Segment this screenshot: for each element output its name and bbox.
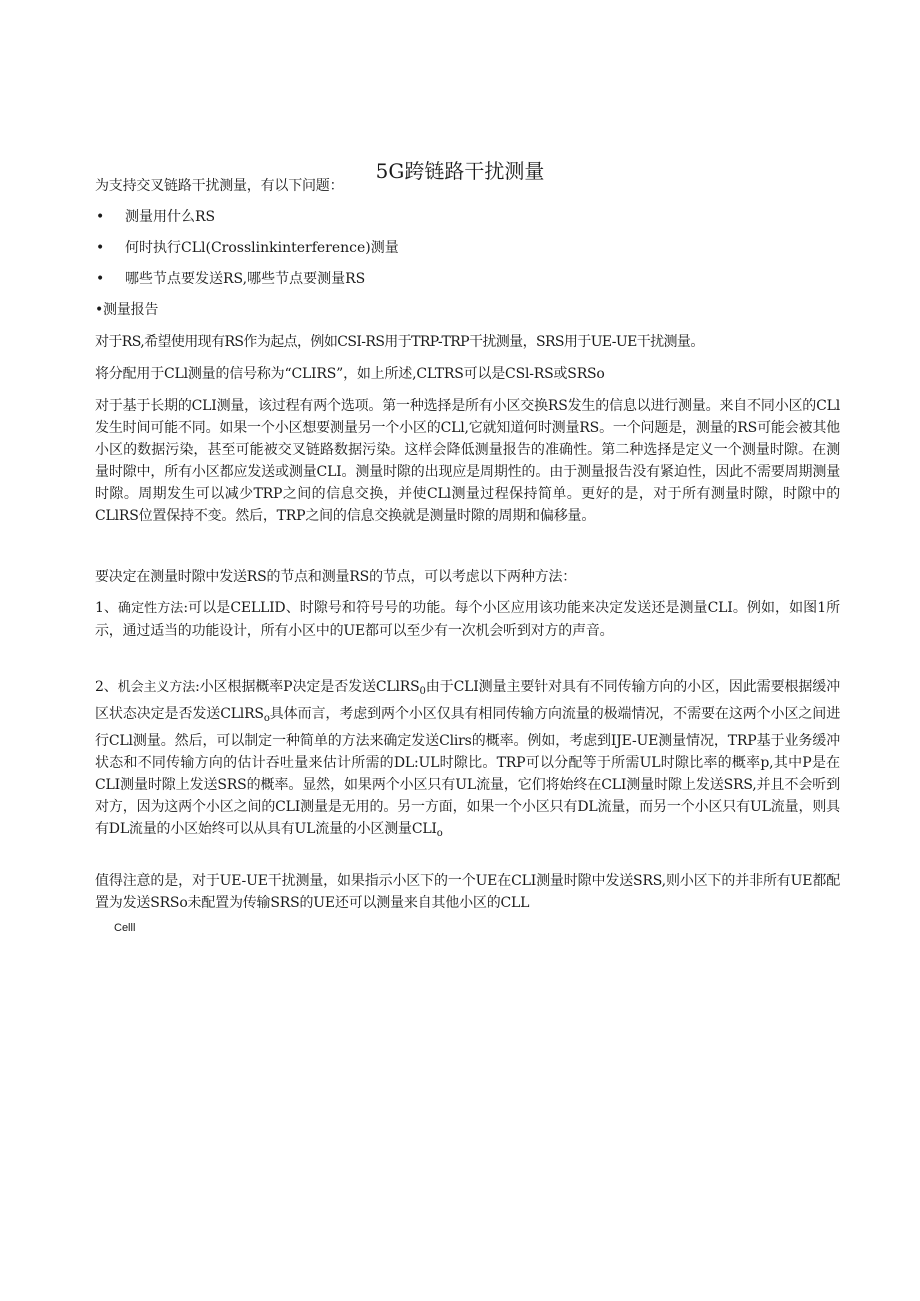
method-label: 确定性方法: [118, 601, 184, 616]
bullet-text: 哪些节点要发送RS,哪些节点要测量RS: [125, 271, 366, 287]
document-title: 5G跨链路干扰测量: [375, 159, 545, 184]
bullet-text: 测量用什么RS: [125, 209, 216, 225]
bullet-dot: •: [96, 209, 105, 225]
method-text-c: 具体而言，考虑到两个小区仅具有相同传输方向流量的极端情况，不需要在这两个小区之间进行CLl测量。然后，可以制定一种简单的方法来确定发送Clirs的概率。例如，考虑到IJE-UE测量情况，TRP基于业务缓冲状态和不同传输方向的估计吞吐量来估计所需的DL:UL时隙比。TRP可以分配等于所需UL时隙比率的概率p,其中P是在CLI测量时隙上发送SRS的概率。显然，如果两个小区只有UL流量，它们将始终在CLI测量时隙上发送SRS,并且不会听到对方，因为这两个小区之间的CLI测量是无用的。另一方面，如果一个小区只有DL流量，而另一个小区只有UL流量，则具有DL流量的小区始终可以从具有UL流量的小区测量CLI: [95, 706, 840, 837]
subscript: o: [263, 713, 270, 724]
figure-cell-label: Celll: [114, 922, 136, 934]
method-text-b: 由于CLI测量主要针对具有不同传输方向的小区，因此需要根据缓冲区状态决定是否发送CLlRS: [95, 679, 840, 722]
rs-paragraph: 对于RS,希望使用现有RS作为起点，例如CSI-RS用于TRP-TRP干扰测量，SRS用于UE-UE干扰测量。: [95, 334, 704, 350]
report-item: •测量报告: [95, 302, 159, 318]
bullet-dot: •: [96, 271, 105, 287]
method-text-a: :小区根据概率P决定是否发送CLlRS: [195, 679, 420, 695]
method-number: 1、: [95, 600, 119, 616]
bullet-text: 何时执行CLl(Crosslinkinterference)测量: [125, 240, 399, 256]
clirs-paragraph: 将分配用于CLl测量的信号称为“CLIRS”，如上所述,CLTRS可以是CSl-RS或SRSo: [95, 366, 605, 382]
method-opportunistic: [95, 676, 840, 845]
note-paragraph: 值得注意的是，对于UE-UE干扰测量，如果指示小区下的一个UE在CLI测量时隙中发送SRS,则小区下的并非所有UE都配置为发送SRSo未配置为传输SRS的UE还可以测量来自其他小区的CLL: [95, 873, 840, 911]
method-text: :可以是CELLID、时隙号和符号号的功能。每个小区应用该功能来决定发送还是测量CLI。例如，如图1所示，通过适当的功能设计，所有小区中的UE都可以至少有一次机会听到对方的声音。: [95, 600, 840, 639]
method-deterministic: [95, 597, 840, 642]
intro-paragraph: 为支持交叉链路干扰测量，有以下问题：: [95, 178, 344, 194]
subscript: 0: [419, 686, 426, 697]
methods-intro: 要决定在测量时隙中发送RS的节点和测量RS的节点，可以考虑以下两种方法：: [95, 569, 577, 585]
method-number: 2、: [95, 679, 118, 695]
long-term-paragraph: 对于基于长期的CLI测量，该过程有两个选项。第一种选择是所有小区交换RS发生的信息以进行测量。来自不同小区的CLl发生时间可能不同。如果一个小区想要测量另一个小区的CLl,它就知道何时测量RS。一个问题是，测量的RS可能会被其他小区的数据污染，甚至可能被交叉链路数据污染。这样会降低测量报告的准确性。第二种选择是定义一个测量时隙。在测量时隙中，所有小区都应发送或测量CLI。测量时隙的出现应是周期性的。由于测量报告没有紧迫性，因此不需要周期测量时隙。周期发生可以减少TRP之间的信息交换，并使CLl测量过程保持简单。更好的是，对于所有测量时隙，时隙中的CLlRS位置保持不变。然后，TRP之间的信息交换就是测量时隙的周期和偏移量。: [95, 398, 840, 524]
method-label: 机会主义方法: [117, 680, 196, 695]
bullet-dot: •: [96, 240, 105, 256]
subscript: o: [436, 828, 443, 839]
